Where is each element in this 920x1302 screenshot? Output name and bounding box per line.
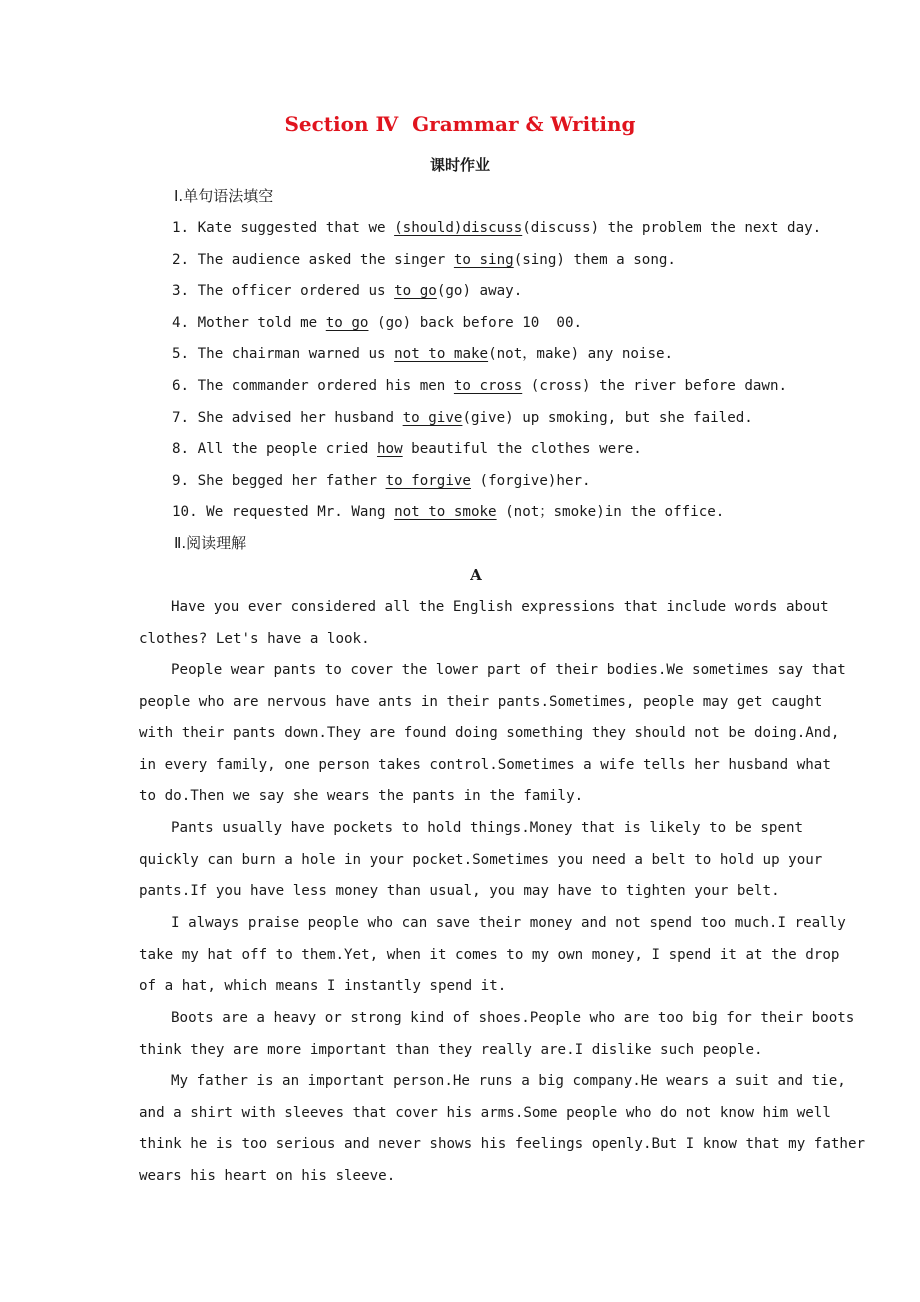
exercise-text: She advised her husband xyxy=(197,409,403,426)
exercise-text: She begged her father xyxy=(197,472,386,489)
exercise-answer: to cross xyxy=(453,378,523,394)
exercise-item xyxy=(172,218,821,238)
exercise-item xyxy=(172,439,642,459)
exercise-number: 6. xyxy=(172,378,190,394)
exercise-number: 5. xyxy=(172,346,190,363)
exercise-text: The commander ordered his men xyxy=(197,378,454,394)
exercise-item xyxy=(172,502,724,522)
passage-paragraph xyxy=(139,913,846,1008)
passage-line: My father is an important person.He runs a big company.He wears a suit and tie, xyxy=(171,1073,846,1089)
passage-line: quickly can burn a hole in your pocket.Sometimes you need a belt to hold up your xyxy=(139,851,823,868)
exercise-answer: how xyxy=(377,441,403,458)
exercise-number: 1. xyxy=(172,220,190,236)
passage-line: I always praise people who can save their money and not spend too much.I really xyxy=(171,915,846,931)
passage-paragraph xyxy=(139,597,829,660)
exercise-text: Kate suggested that we xyxy=(197,220,395,236)
exercise-item xyxy=(172,281,522,301)
exercise-text: The audience asked the singer xyxy=(197,251,454,268)
exercise-text: (go) away. xyxy=(436,283,523,300)
exercise-text: The officer ordered us xyxy=(197,283,395,300)
section-heading-reading: Ⅱ.阅读理解 xyxy=(174,534,247,552)
exercise-answer: (should)discuss xyxy=(394,220,523,236)
passage-line: Boots are a heavy or strong kind of shoes.People who are too big for their boots xyxy=(171,1010,855,1026)
exercise-text: beautiful the clothes were. xyxy=(402,441,642,458)
passage-line: Have you ever considered all the English expressions that include words about xyxy=(171,599,829,615)
passage-line: clothes? Let's have a look. xyxy=(139,630,370,647)
passage-line: pants.If you have less money than usual, you may have to tighten your belt. xyxy=(139,883,780,900)
exercise-item xyxy=(172,376,787,396)
exercise-text: All the people cried xyxy=(197,441,378,458)
exercise-answer: to give xyxy=(402,409,463,426)
exercise-number: 4. xyxy=(172,314,190,331)
passage-line: take my hat off to them.Yet, when it comes to my own money, I spend it at the drop xyxy=(139,946,840,963)
passage-line: think they are more important than they really are.I dislike such people. xyxy=(139,1041,763,1058)
exercise-item xyxy=(172,250,676,270)
exercise-text: (discuss) the problem the next day. xyxy=(522,220,822,236)
exercise-text: We requested Mr. Wang xyxy=(206,504,395,521)
exercise-number: 7. xyxy=(172,409,190,426)
exercise-item xyxy=(172,313,582,333)
exercise-text: The chairman warned us xyxy=(197,346,395,363)
passage-paragraph xyxy=(139,818,823,913)
exercise-number: 10. xyxy=(172,504,198,521)
page-subtitle: 课时作业 xyxy=(429,156,490,174)
passage-line: people who are nervous have ants in their pants.Sometimes, people may get caught xyxy=(139,693,823,710)
exercise-answer: not to smoke xyxy=(394,504,497,521)
passage-label: A xyxy=(470,566,482,584)
exercise-text: (go) back before 10 00. xyxy=(368,314,583,331)
exercise-text: (not；smoke)in the office. xyxy=(496,504,725,521)
passage-line: to do.Then we say she wears the pants in the family. xyxy=(139,788,584,805)
passage-paragraph xyxy=(139,1008,855,1071)
exercise-number: 2. xyxy=(172,251,190,268)
exercise-answer: to go xyxy=(325,314,369,331)
exercise-number: 3. xyxy=(172,283,190,300)
exercise-text: (not，make) any noise. xyxy=(488,346,674,363)
passage-line: of a hat, which means I instantly spend it. xyxy=(139,978,507,995)
exercise-item xyxy=(172,408,753,428)
passage-line: in every family, one person takes control.Sometimes a wife tells her husband what xyxy=(139,756,831,773)
exercise-number: 8. xyxy=(172,441,190,458)
passage-paragraph xyxy=(139,1071,866,1197)
section-heading-grammar: Ⅰ.单句语法填空 xyxy=(174,187,274,205)
exercise-number: 9. xyxy=(172,472,190,489)
exercise-text: Mother told me xyxy=(197,314,326,331)
passage-line: think he is too serious and never shows his feelings openly.But I know that my father xyxy=(139,1136,866,1153)
passage-line: wears his heart on his sleeve. xyxy=(139,1167,396,1184)
exercise-answer: not to make xyxy=(394,346,489,363)
exercise-item xyxy=(172,471,591,491)
exercise-answer: to forgive xyxy=(385,472,471,489)
passage-line: People wear pants to cover the lower part of their bodies.We sometimes say that xyxy=(171,662,846,678)
exercise-text: (sing) them a song. xyxy=(513,251,676,268)
exercise-text: (give) up smoking, but she failed. xyxy=(462,409,753,426)
passage-line: Pants usually have pockets to hold things.Money that is likely to be spent xyxy=(171,820,804,836)
exercise-text: (cross) the river before dawn. xyxy=(522,378,788,394)
passage-paragraph xyxy=(139,660,846,818)
passage-line: with their pants down.They are found doing something they should not be doing.And, xyxy=(139,725,840,742)
page-title: Section Ⅳ Grammar & Writing xyxy=(284,112,636,136)
passage-line: and a shirt with sleeves that cover his arms.Some people who do not know him well xyxy=(139,1104,831,1121)
exercise-item xyxy=(172,344,673,364)
exercise-text: (forgive)her. xyxy=(470,472,591,489)
exercise-answer: to go xyxy=(394,283,437,300)
exercise-answer: to sing xyxy=(453,251,514,268)
